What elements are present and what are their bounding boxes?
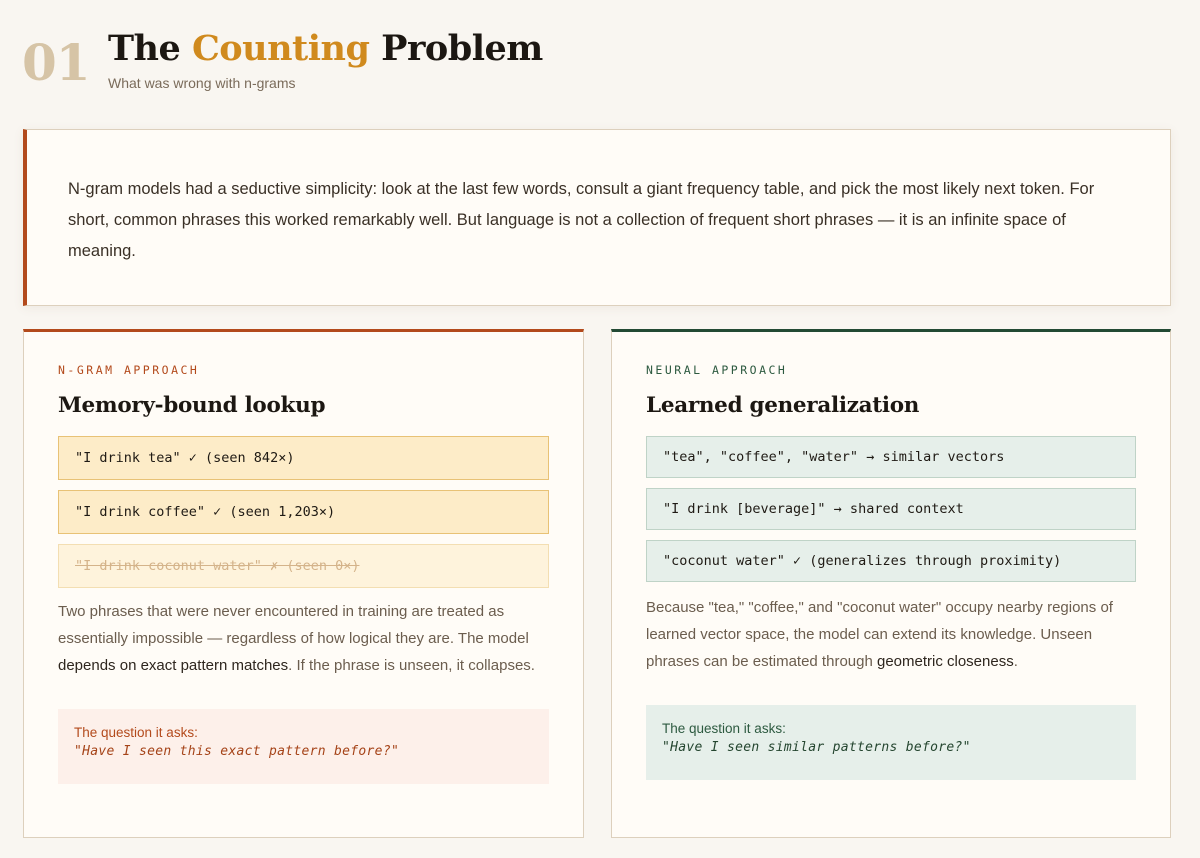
neural-title: Learned generalization [646, 393, 920, 418]
ngram-body-1: Two phrases that were never encountered in training are treated as essentially impossible — regardless of how logical they are. The model [58, 603, 529, 647]
ngram-question-label: The question it asks: [74, 725, 198, 740]
neural-description [646, 594, 1136, 675]
ngram-eyebrow: N-GRAM APPROACH [58, 363, 200, 377]
neural-example: "I drink [beverage]" → shared context [646, 488, 1136, 530]
neural-example: "tea", "coffee", "water" → similar vectors [646, 436, 1136, 478]
neural-body-1: Because "tea," "coffee," and "coconut water" occupy nearby regions of learned vector space, the model can extend its knowledge. Unseen phrases can be estimated through [646, 599, 1113, 670]
ngram-examples [58, 436, 549, 588]
ngram-example-unseen: "I drink coconut water" ✗ (seen 0×) [58, 544, 549, 588]
ngram-question-box [58, 709, 549, 784]
intro-text: N-gram models had a seductive simplicity: look at the last few words, consult a giant frequency table, and pick the most likely next token. For short, common phrases this worked remarkably well. But language is not a collection of frequent short phrases — it is an infinite space of meaning. [68, 180, 1095, 260]
title-accent: Counting [191, 28, 370, 69]
title-post: Problem [369, 28, 543, 69]
neural-card [611, 329, 1171, 838]
neural-question-box [646, 705, 1136, 780]
neural-example: "coconut water" ✓ (generalizes through proximity) [646, 540, 1136, 582]
ngram-body-2: . If the phrase is unseen, it collapses. [288, 657, 535, 674]
neural-question-text: "Have I seen similar patterns before?" [662, 740, 971, 755]
ngram-example-seen: "I drink coffee" ✓ (seen 1,203×) [58, 490, 549, 534]
neural-question-label: The question it asks: [662, 721, 786, 736]
neural-body-emphasis: geometric closeness [876, 653, 1014, 670]
title-pre: The [108, 28, 192, 69]
page-title [108, 30, 543, 69]
ngram-example-seen: "I drink tea" ✓ (seen 842×) [58, 436, 549, 480]
intro-callout [23, 129, 1171, 306]
ngram-body-emphasis: depends on exact pattern matches [58, 657, 289, 674]
page-subtitle: What was wrong with n-grams [108, 75, 296, 91]
ngram-question-text: "Have I seen this exact pattern before?" [74, 744, 400, 759]
section-number: 01 [22, 33, 90, 92]
neural-examples [646, 436, 1136, 582]
ngram-card [23, 329, 584, 838]
neural-body-2: . [1013, 653, 1018, 670]
ngram-description [58, 598, 549, 679]
ngram-title: Memory-bound lookup [58, 393, 326, 418]
neural-eyebrow: NEURAL APPROACH [646, 363, 788, 377]
